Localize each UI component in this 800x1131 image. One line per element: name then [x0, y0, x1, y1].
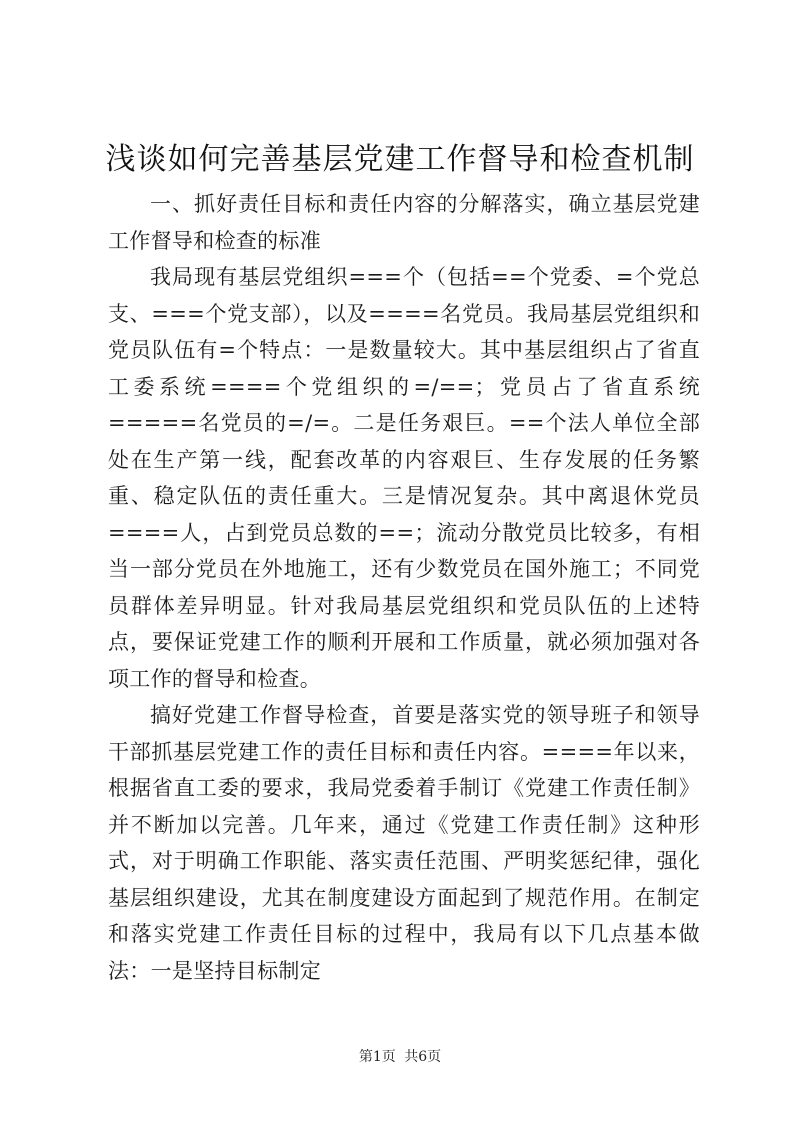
body-paragraph: 我局现有基层党组织===个（包括==个党委、=个党总支、===个党支部），以及====名党员。我局基层党组织和党员队伍有=个特点：一是数量较大。其中基层组织占了省直工委系统====个党组织的=/==；党员占了省直系统=====名党员的=/=。二是任务艰巨。==个法人单位全部处在生产第一线，配套改革的内容艰巨、生存发展的任务繁重、稳定队伍的责任重大。三是情况复杂。其中离退休党员====人，占到党员总数的==；流动分散党员比较多，有相当一部分党员在外地施工，还有少数党员在国外施工；不同党员群体差异明显。针对我局基层党组织和党员队伍的上述特点，要保证党建工作的顺利开展和工作质量，就必须加强对各项工作的督导和检查。	[108, 265, 700, 691]
page-number: 第1页	[358, 1049, 396, 1065]
page-total: 共6页	[404, 1049, 442, 1065]
section-heading: 一、抓好责任目标和责任内容的分解落实，确立基层党建工作督导和检查的标准	[108, 192, 700, 253]
document-body	[108, 186, 700, 989]
page-footer	[0, 1047, 800, 1067]
document-title: 浅谈如何完善基层党建工作督导和检查机制	[105, 142, 695, 177]
body-paragraph: 搞好党建工作督导检查，首要是落实党的领导班子和领导干部抓基层党建工作的责任目标和责任内容。====年以来，根据省直工委的要求，我局党委着手制订《党建工作责任制》并不断加以完善。几年来，通过《党建工作责任制》这种形式，对于明确工作职能、落实责任范围、严明奖惩纪律，强化基层组织建设，尤其在制度建设方面起到了规范作用。在制定和落实党建工作责任目标的过程中，我局有以下几点基本做法：一是坚持目标制定	[108, 703, 700, 983]
